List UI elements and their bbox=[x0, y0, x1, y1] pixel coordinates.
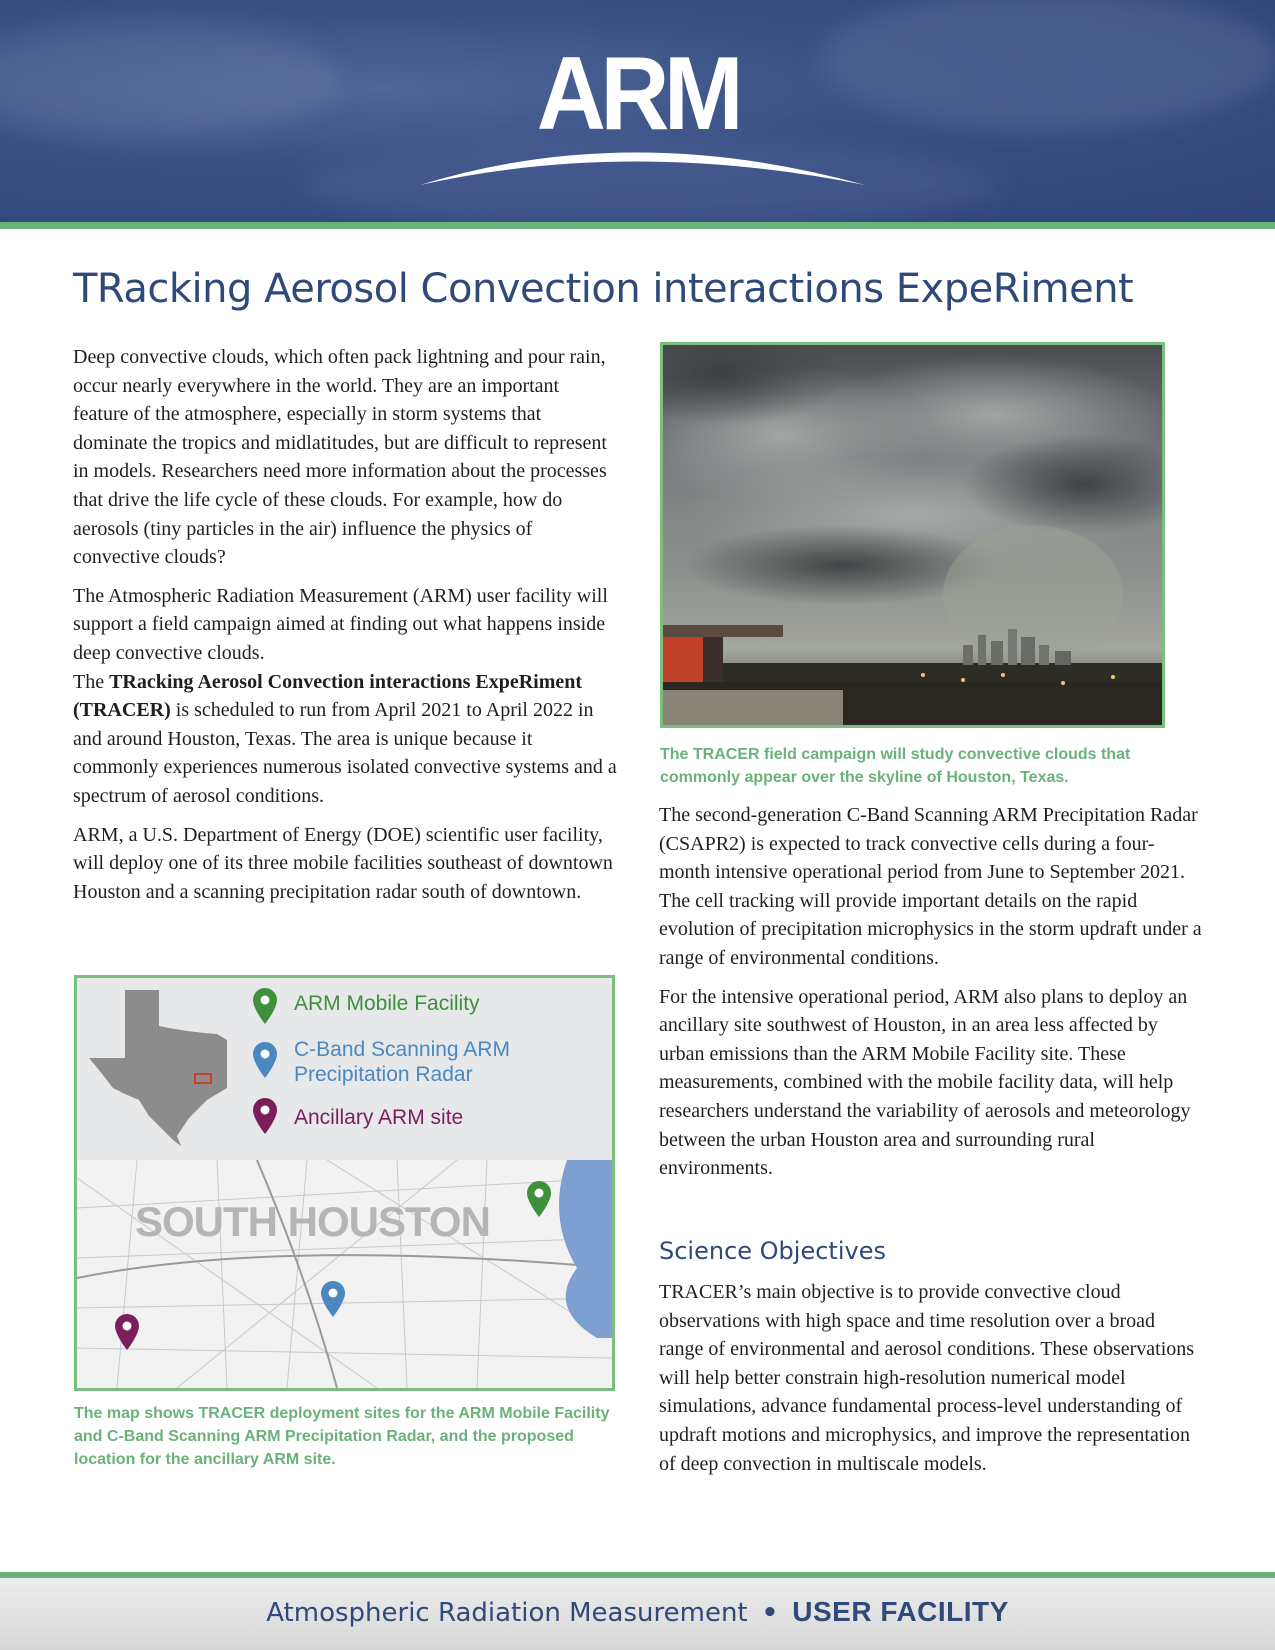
paragraph-objectives: TRACER’s main objective is to provide convective cloud observations with high space and time resolution over a broad range of environmental and aerosol conditions. These observations will help better constrain high-resolution numerical model simulations, advance fundamental process-level understanding of updraft motions and microphysics, and improve the representation of deep convection in multiscale models. bbox=[659, 1281, 1195, 1475]
paragraph-csapr2: The second-generation C-Band Scanning ARM Precipitation Radar (CSAPR2) is expected to track convective cells during a four-month intensive operational period from June to September 2021. The cell tracking will provide important details on the rapid evolution of precipitation microphysics in the storm updraft under a range of environmental conditions. bbox=[659, 804, 1202, 969]
footer-org-name: Atmospheric Radiation Measurement bbox=[266, 1598, 748, 1628]
houston-storm-photo bbox=[660, 342, 1165, 728]
right-column-top bbox=[659, 801, 1204, 1193]
paragraph-arm-support: The Atmospheric Radiation Measurement (ARM) user facility will support a field campaign aimed at finding out what happens inside deep convective clouds. bbox=[73, 584, 608, 664]
map-legend-radar-line2: Precipitation Radar bbox=[294, 1063, 473, 1086]
map-area-label: SOUTH HOUSTON bbox=[135, 1198, 490, 1245]
paragraph-tracer-schedule bbox=[73, 668, 618, 811]
paragraph-deployment: ARM, a U.S. Department of Energy (DOE) scientific user facility, will deploy one of its three mobile facilities southeast of downtown Houston and a scanning precipitation radar south of downtown. bbox=[73, 823, 613, 903]
left-column bbox=[73, 343, 618, 916]
footer-user-facility: USER FACILITY bbox=[792, 1596, 1009, 1627]
tracer-prefix: The bbox=[73, 670, 110, 693]
map-legend-ancillary: Ancillary ARM site bbox=[294, 1106, 464, 1129]
map-caption: The map shows TRACER deployment sites for the ARM Mobile Facility and C-Band Scanning ARM Precipitation Radar, and the proposed location for the ancillary ARM site. bbox=[74, 1405, 610, 1468]
science-objectives-heading: Science Objectives bbox=[659, 1237, 886, 1265]
banner-divider bbox=[0, 222, 1275, 229]
footer-divider bbox=[0, 1572, 1275, 1578]
storm-photo-image bbox=[663, 345, 1162, 725]
header-banner bbox=[0, 0, 1275, 222]
right-column-bottom bbox=[659, 1278, 1204, 1488]
photo-caption: The TRACER field campaign will study convective clouds that commonly appear over the skyline of Houston, Texas. bbox=[660, 746, 1131, 786]
logo-swoosh-icon bbox=[410, 130, 870, 190]
map-legend-mobile: ARM Mobile Facility bbox=[294, 992, 480, 1015]
logo-text: ARM bbox=[536, 36, 739, 152]
map-legend-radar-line1: C-Band Scanning ARM bbox=[294, 1038, 510, 1061]
tracer-name: TRacking Aerosol Convection interactions ExpeRiment (TRACER) bbox=[73, 670, 583, 722]
deployment-map bbox=[74, 975, 615, 1391]
paragraph-ancillary-site: For the intensive operational period, ARM also plans to deploy an ancillary site southwest of Houston, in an area less affected by urban emissions than the ARM Mobile Facility site. These measurements, combined with the mobile facility data, will help researchers understand the variability of aerosols and meteorology between the urban Houston area and surrounding rural environments. bbox=[659, 985, 1191, 1180]
paragraph-intro: Deep convective clouds, which often pack lightning and pour rain, occur nearly everywhere in the world. They are an important feature of the atmosphere, especially in storm systems that dominate the tropics and midlatitudes, but are difficult to represent in models. Researchers need more information about the processes that drive the life cycle of these clouds. For example, how do aerosols (tiny particles in the air) influence the physics of convective clouds? bbox=[73, 346, 607, 569]
footer-text bbox=[0, 1596, 1275, 1628]
tracer-suffix: is scheduled to run from April 2021 to April 2022 in and around Houston, Texas. The area is unique because it commonly experiences numerous isolated convective systems and a spectrum of aerosol conditions. bbox=[73, 699, 617, 807]
page-title: TRacking Aerosol Convection interactions ExpeRiment bbox=[73, 266, 1134, 312]
footer-separator: • bbox=[761, 1598, 779, 1628]
